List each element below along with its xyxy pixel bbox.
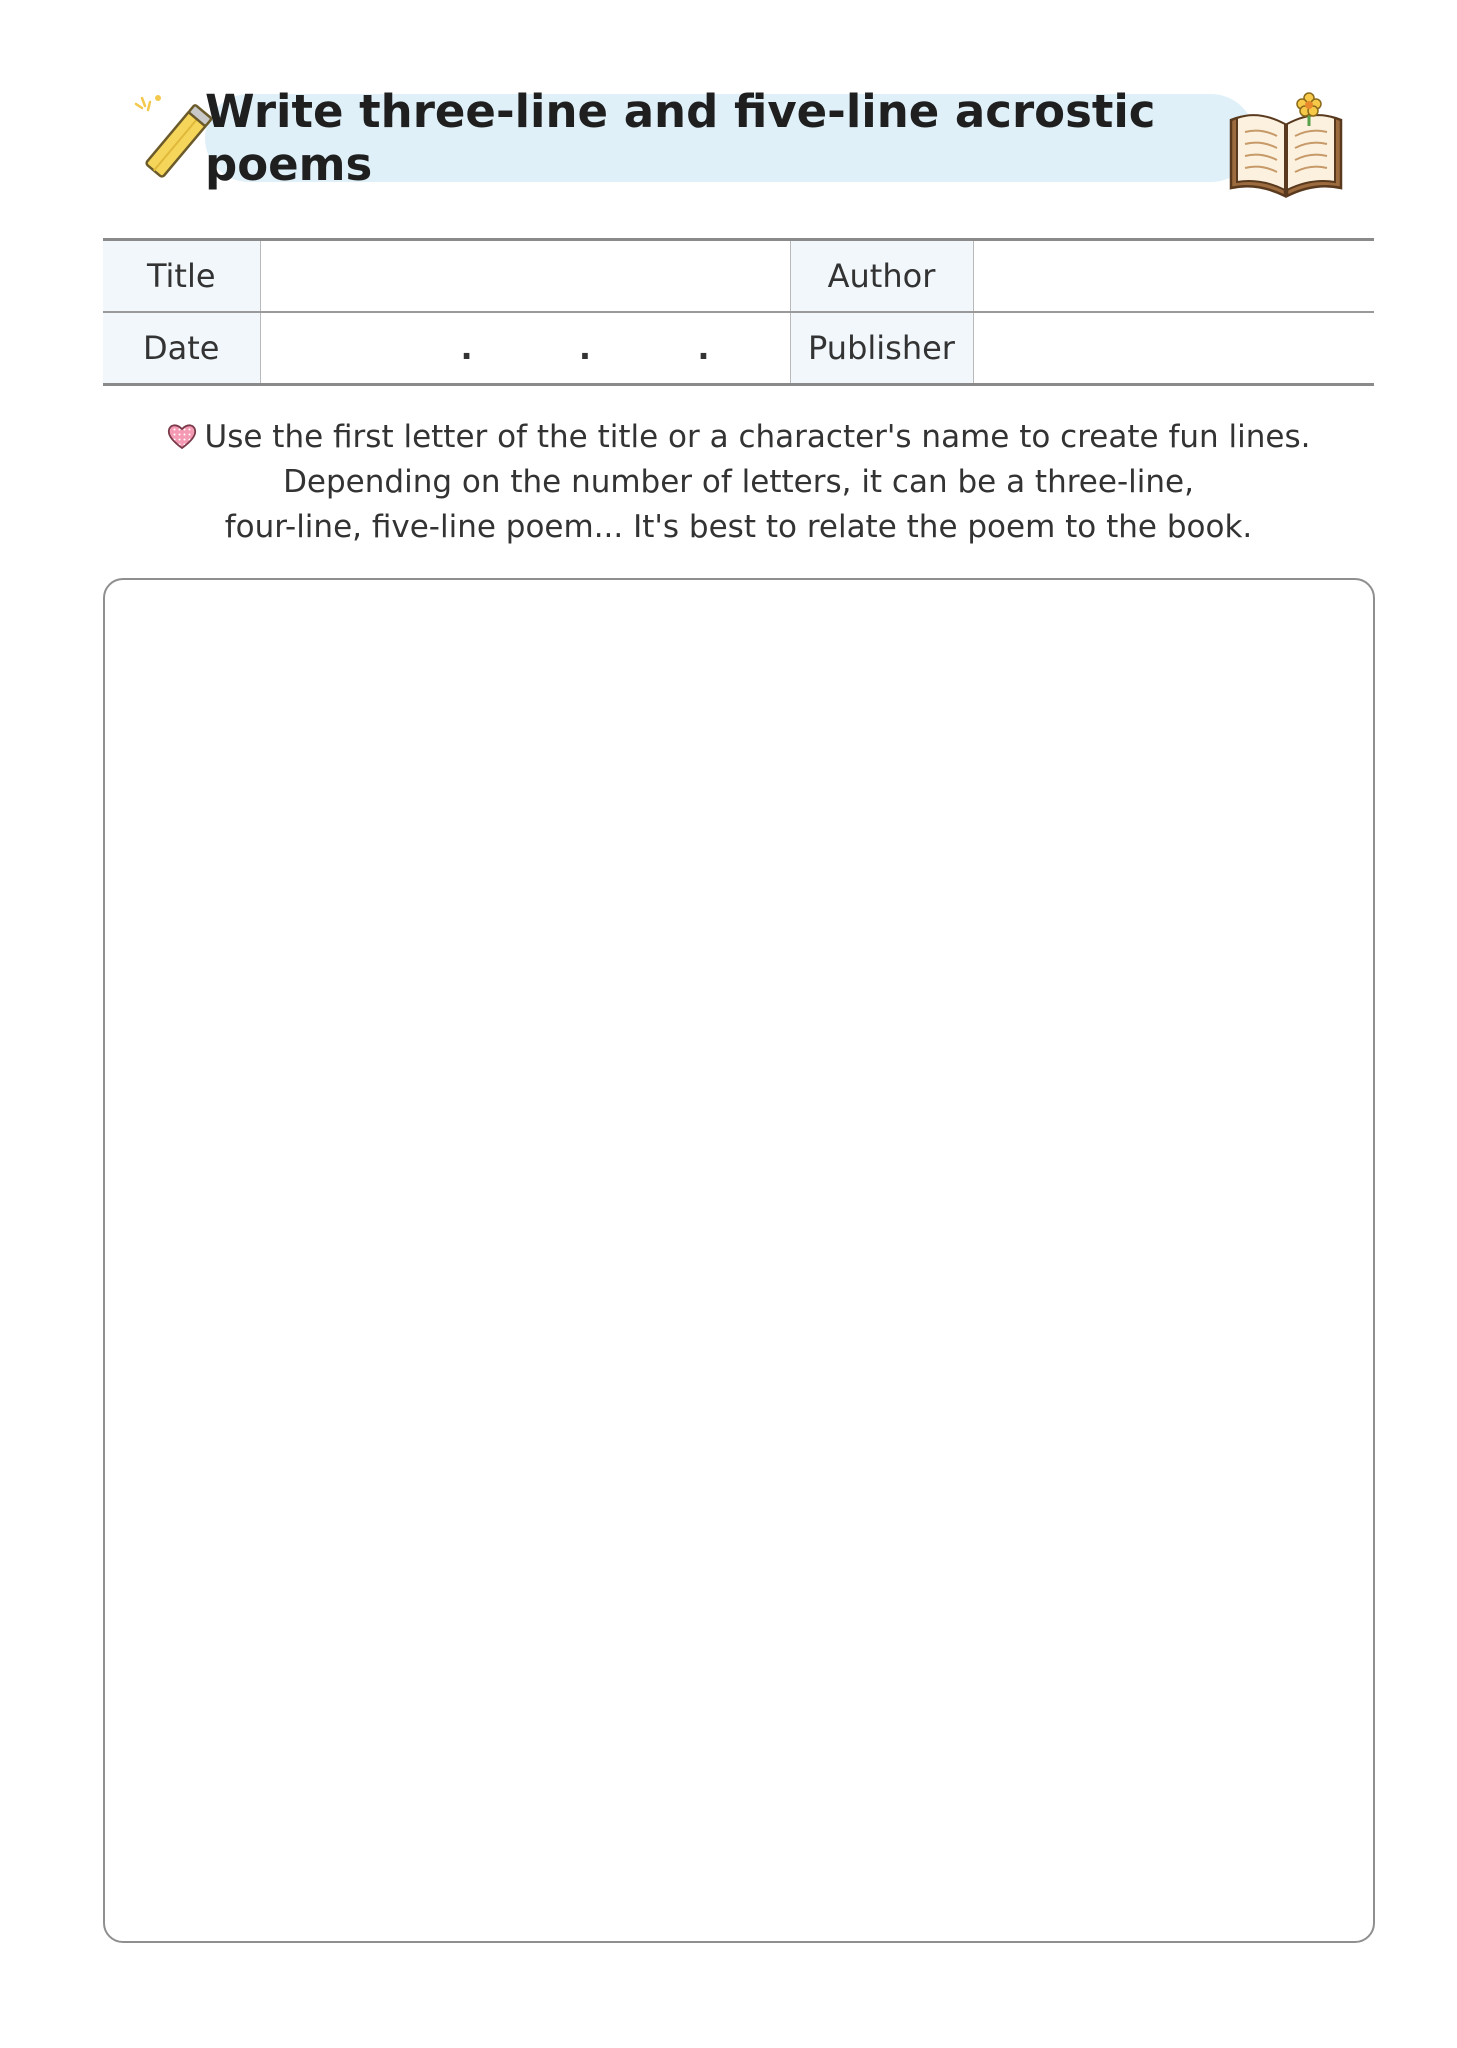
table-row [103,312,1374,385]
instruction-line: Use the first letter of the title or a character's name to create fun lines. [103,415,1374,460]
book-info-table [103,238,1374,386]
poem-writing-area[interactable] [103,578,1375,1943]
instructions [103,415,1374,550]
instruction-line: Depending on the number of letters, it can be a three-line, [283,464,1194,500]
title-label: Title [103,240,260,313]
publisher-label: Publisher [790,312,973,385]
date-label: Date [103,312,260,385]
author-field[interactable] [973,240,1374,313]
instruction-line: four-line, five-line poem... It's best to relate the poem to the book. [224,509,1253,545]
date-separator: . [578,329,592,367]
author-label: Author [790,240,973,313]
date-separator: . [697,329,710,367]
publisher-field[interactable] [973,312,1374,385]
date-field[interactable] [260,312,790,385]
table-row [103,240,1374,313]
page-title: Write three-line and five-line acrostic poems [205,85,1156,191]
heart-icon [167,422,197,450]
title-field[interactable] [260,240,790,313]
date-separator: . [460,329,473,367]
